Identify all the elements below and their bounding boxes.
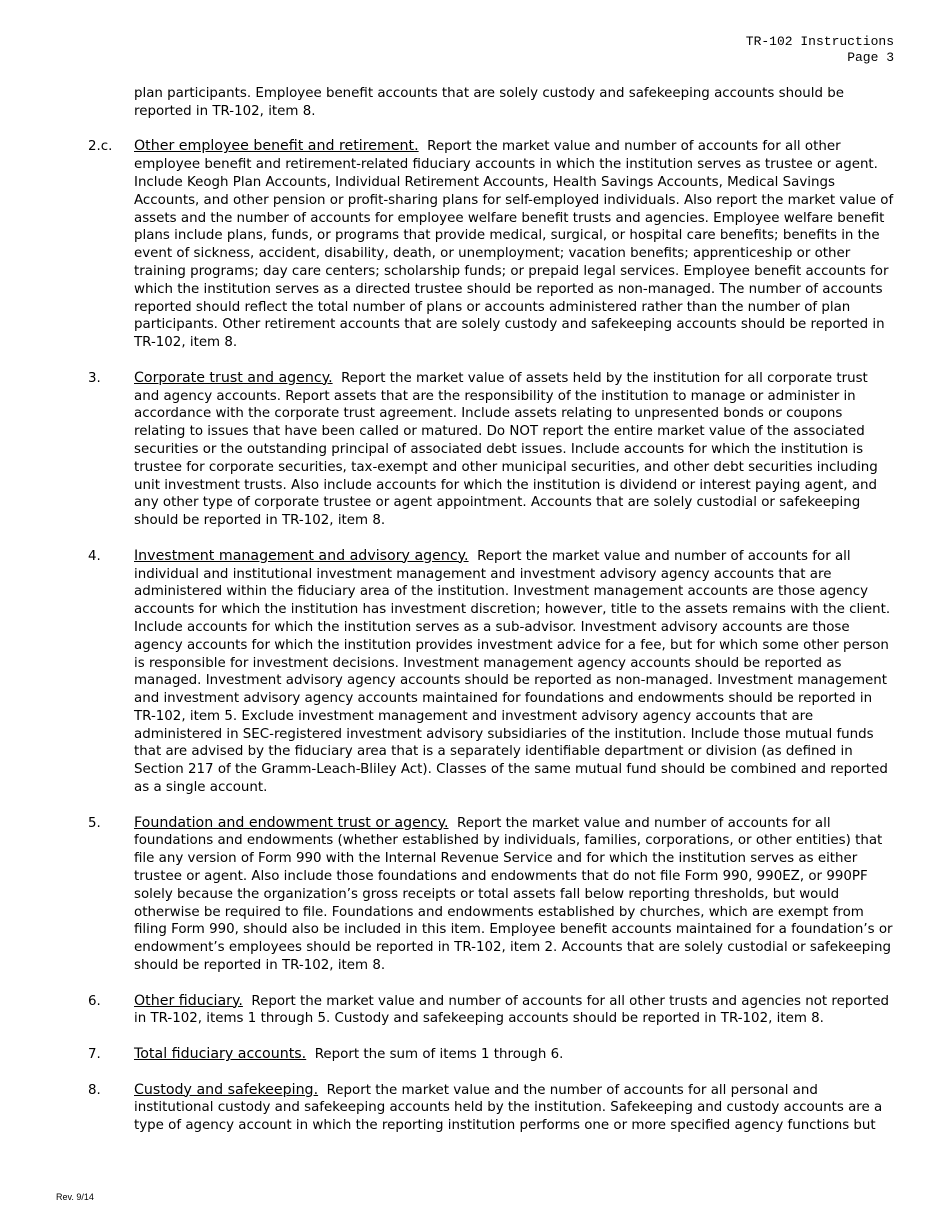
item-body xyxy=(134,370,894,530)
item-text: Report the market value and the number of accounts for all personal and institutional custody and safekeeping accounts held by the institution. Safekeeping and custody accounts are a type of agency account in which the reporting institution performs one or more specified agency functions but xyxy=(134,1082,883,1134)
item-number: 8. xyxy=(88,1082,101,1098)
item-text: Report the market value and number of accounts for all other employee benefit and retirement-related fiduciary accounts in which the institution serves as trustee or agent. Include Keogh Plan Accounts, Individual Retirement Accounts, Health Savings Accounts, Medical Savings Accounts, and other pension or profit-sharing plans for self-employed individuals. Also report the market value of assets and the number of accounts for employee welfare benefit trusts and agencies. Employee welfare benefit plans include plans, funds, or programs that provide medical, surgical, or hospital care benefits; benefits in the event of sickness, accident, disability, death, or unemployment; vacation benefits; apprenticeship or other training programs; day care centers; scholarship funds; or prepaid legal services. Employee benefit accounts for which the institution serves as a directed trustee should be reported as non-managed. The number of accounts reported should reflect the total number of plans or accounts administered rather than the number of plan participants. Other retirement accounts that are solely custody and safekeeping accounts should be reported in TR-102, item 8. xyxy=(134,139,894,351)
page-number: Page 3 xyxy=(847,50,894,65)
item-text: Report the sum of items 1 through 6. xyxy=(314,1047,564,1063)
item-heading: Corporate trust and agency. xyxy=(134,369,333,386)
item-6 xyxy=(88,993,894,1029)
item-text: Report the market value and number of accounts for all other trusts and agencies not reported in TR-102, items 1 through 5. Custody and safekeeping accounts should be reported in TR-102, item 8. xyxy=(134,993,890,1027)
page-header xyxy=(746,34,894,66)
item-4 xyxy=(88,548,894,797)
instructions-body xyxy=(88,85,894,1135)
item-heading: Other employee benefit and retirement. xyxy=(134,138,419,155)
item-number: 5. xyxy=(88,815,101,831)
item-heading: Other fiduciary. xyxy=(134,992,243,1009)
item-body xyxy=(134,138,894,352)
item-body xyxy=(134,993,894,1029)
item-number: 4. xyxy=(88,548,101,564)
item-text: Report the market value and number of accounts for all individual and institutional investment management and investment advisory agency accounts that are administered within the fiduciary area of the institution. Investment management accounts are those agency accounts for which the institution has investment discretion; however, title to the assets remains with the client. Include accounts for which the institution serves as a sub-advisor. Investment advisory accounts are those agency accounts for which the institution provides investment advice for a fee, but for which some other person is responsible for investment decisions. Investment management agency accounts should be reported as managed. Investment advisory agency accounts should be reported as non-managed. Investment management and investment advisory agency accounts maintained for foundations and endowments should be reported in TR-102, item 5. Exclude investment management and investment advisory agency accounts that are administered in SEC-registered investment advisory subsidiaries of the institution. Include those mutual funds that are advised by the fiduciary area that is a separately identifiable department or division (as defined in Section 217 of the Gramm-Leach-Bliley Act). Classes of the same mutual fund should be combined and reported as a single account. xyxy=(134,548,891,796)
item-heading: Custody and safekeeping. xyxy=(134,1081,319,1098)
item-body xyxy=(134,1082,894,1135)
item-text: Report the market value of assets held by the institution for all corporate trust and agency accounts. Report assets that are the responsibility of the institution to manage or administer in accordance with the corporate trust agreement. Include assets relating to unpresented bonds or coupons relating to issues that have been called or matured. Do NOT report the entire market value of the associated securities or the outstanding principal of associated debt issues. Include accounts for which the institution is trustee for corporate securities, tax-exempt and other municipal securities, and other debt securities including unit investment trusts. Also include accounts for which the institution is dividend or interest paying agent, and any other type of corporate trustee or agent appointment. Accounts that are solely custodial or safekeeping should be reported in TR-102, item 8. xyxy=(134,370,878,529)
item-7 xyxy=(88,1046,894,1064)
item-body xyxy=(134,548,894,797)
item-5 xyxy=(88,815,894,975)
item-body xyxy=(134,1046,894,1064)
item-3 xyxy=(88,370,894,530)
item-heading: Total fiduciary accounts. xyxy=(134,1046,307,1063)
form-title: TR-102 Instructions xyxy=(745,34,894,49)
item-text: Report the market value and number of accounts for all foundations and endowments (whether established by individuals, families, corporations, or other entities) that file any version of Form 990 with the Internal Revenue Service and for which the institution serves as either trustee or agent. Also include those foundations and endowments that do not file Form 990, 990EZ, or 990PF solely because the organization’s gross receipts or total assets fall below reporting thresholds, but would otherwise be required to file. Foundations and endowments established by churches, which are exempt from filing Form 990, should also be included in this item. Employee benefit accounts maintained for a foundation’s or endowment’s employees should be reported in TR-102, item 2. Accounts that are solely custodial or safekeeping should be reported in TR-102, item 8. xyxy=(134,815,893,974)
item-body xyxy=(134,815,894,975)
item-heading: Foundation and endowment trust or agency. xyxy=(134,814,449,831)
item-heading: Investment management and advisory agency. xyxy=(134,547,469,564)
item-number: 3. xyxy=(88,370,101,386)
continuation-paragraph: plan participants. Employee benefit accounts that are solely custody and safekeeping accounts should be reported in TR-102, item 8. xyxy=(134,86,845,119)
revision-footer: Rev. 9/14 xyxy=(56,1192,94,1202)
item-number: 2.c. xyxy=(88,139,113,155)
item-number: 7. xyxy=(88,1047,101,1063)
item-number: 6. xyxy=(88,993,101,1009)
item-8 xyxy=(88,1082,894,1135)
item-2c xyxy=(88,138,894,352)
